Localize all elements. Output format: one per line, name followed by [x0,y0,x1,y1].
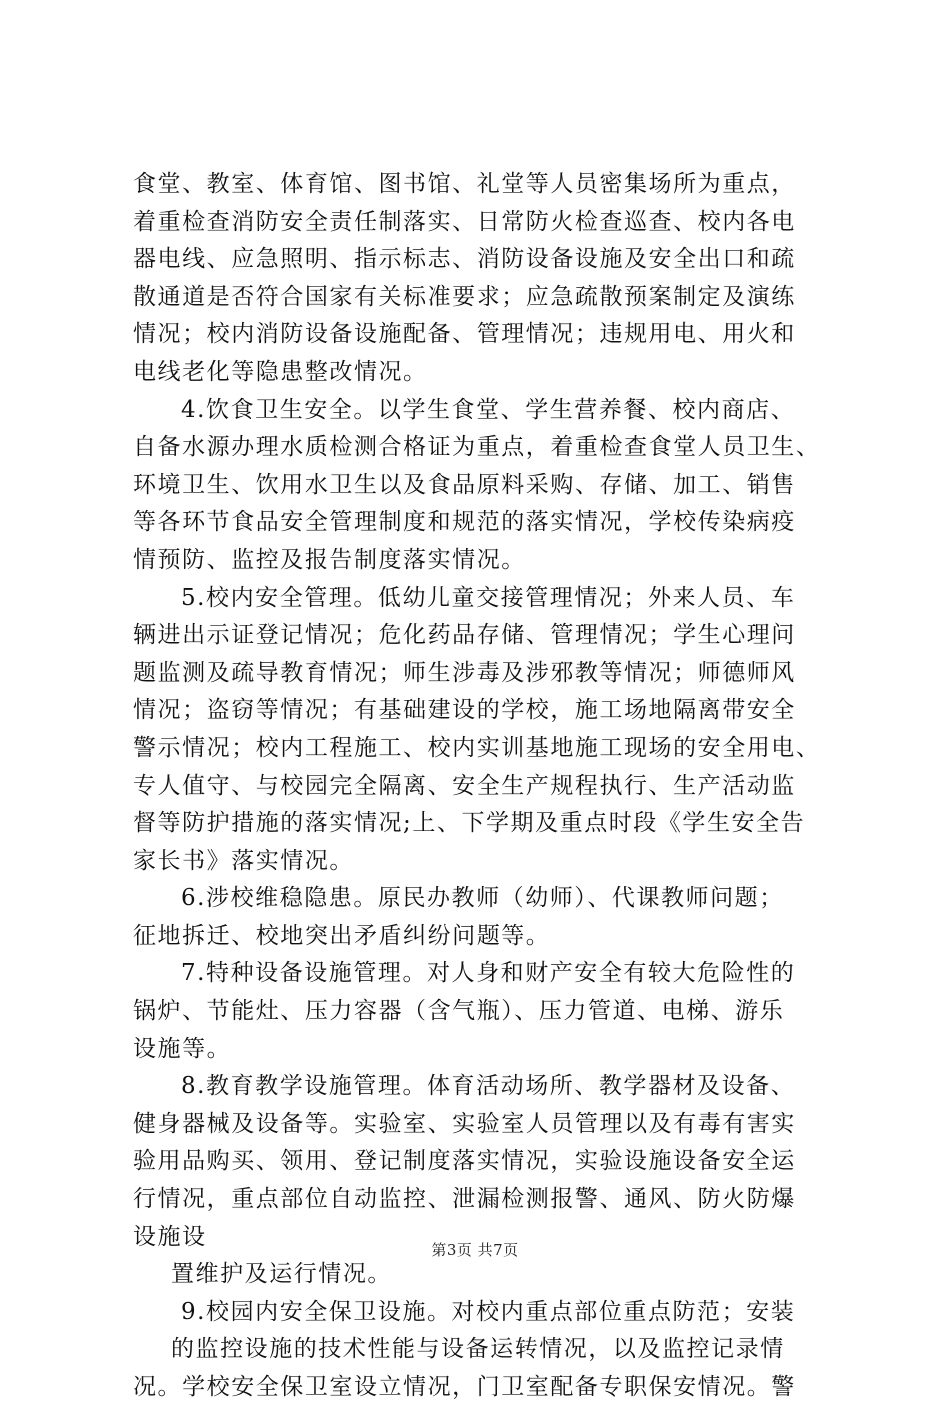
text-line: 置维护及运行情况。 [171,1261,392,1288]
text-line: 情况；校内消防设备设施配备、管理情况；违规用电、用火和 [133,321,796,348]
text-line: 辆进出示证登记情况；危化药品存储、管理情况；学生心理问 [133,622,796,649]
text-line: 验用品购买、领用、登记制度落实情况，实验设施设备安全运 [133,1148,796,1175]
text-line: 食堂、教室、体育馆、图书馆、礼堂等人员密集场所为重点， [133,171,796,197]
text-line: 情况；盗窃等情况；有基础建设的学校，施工场地隔离带安全 [133,697,796,724]
text-line: 5.校内安全管理。低幼儿童交接管理情况；外来人员、车 [181,584,796,611]
text-line: 督等防护措施的落实情况;上、下学期及重点时段《学生安全告 [133,810,806,837]
text-line: 行情况，重点部位自动监控、泄漏检测报警、通风、防火防爆 [133,1186,796,1213]
text-line: 专人值守、与校园完全隔离、安全生产规程执行、生产活动监 [133,772,796,799]
text-line: 家长书》落实情况。 [133,847,354,874]
text-line: 散通道是否符合国家有关标准要求；应急疏散预案制定及演练 [133,283,796,310]
text-line: 设施设 [133,1223,207,1250]
text-line: 健身器械及设备等。实验室、实验室人员管理以及有毒有害实 [133,1110,796,1137]
text-line: 等各环节食品安全管理制度和规范的落实情况，学校传染病疫 [133,509,796,536]
text-line: 的监控设施的技术性能与设备运转情况，以及监控记录情 [171,1336,785,1363]
text-line: 环境卫生、饮用水卫生以及食品原料采购、存储、加工、销售 [133,471,796,498]
text-line: 着重检查消防安全责任制落实、日常防火检查巡查、校内各电 [133,208,796,235]
text-line: 锅炉、节能灶、压力容器（含气瓶）、压力管道、电梯、游乐 [133,998,785,1025]
page-number-footer: 第3页 共7页 [431,1241,519,1259]
text-line: 9.校园内安全保卫设施。对校内重点部位重点防范；安装 [181,1298,796,1325]
text-line: 况。学校安全保卫室设立情况，门卫室配备专职保安情况。警 [133,1374,796,1400]
text-line: 征地拆迁、校地突出矛盾纠纷问题等。 [133,922,551,949]
body-text [133,166,853,1407]
text-line: 4.饮食卫生安全。以学生食堂、学生营养餐、校内商店、 [181,396,796,423]
text-line: 自备水源办理水质检测合格证为重点，着重检查食堂人员卫生、 [133,434,821,461]
text-line: 题监测及疏导教育情况；师生涉毒及涉邪教等情况；师德师风 [133,659,796,686]
text-line: 6.涉校维稳隐患。原民办教师（幼师）、代课教师问题； [181,885,784,912]
text-line: 电线老化等隐患整改情况。 [133,358,428,385]
text-line: 警示情况；校内工程施工、校内实训基地施工现场的安全用电、 [133,734,821,761]
text-line: 设施等。 [133,1035,232,1062]
text-line: 7.特种设备设施管理。对人身和财产安全有较大危险性的 [181,960,796,987]
text-line: 8.教育教学设施管理。体育活动场所、教学器材及设备、 [181,1073,796,1100]
text-line: 器电线、应急照明、指示标志、消防设备设施及安全出口和疏 [133,246,796,273]
text-line: 情预防、监控及报告制度落实情况。 [133,546,526,573]
